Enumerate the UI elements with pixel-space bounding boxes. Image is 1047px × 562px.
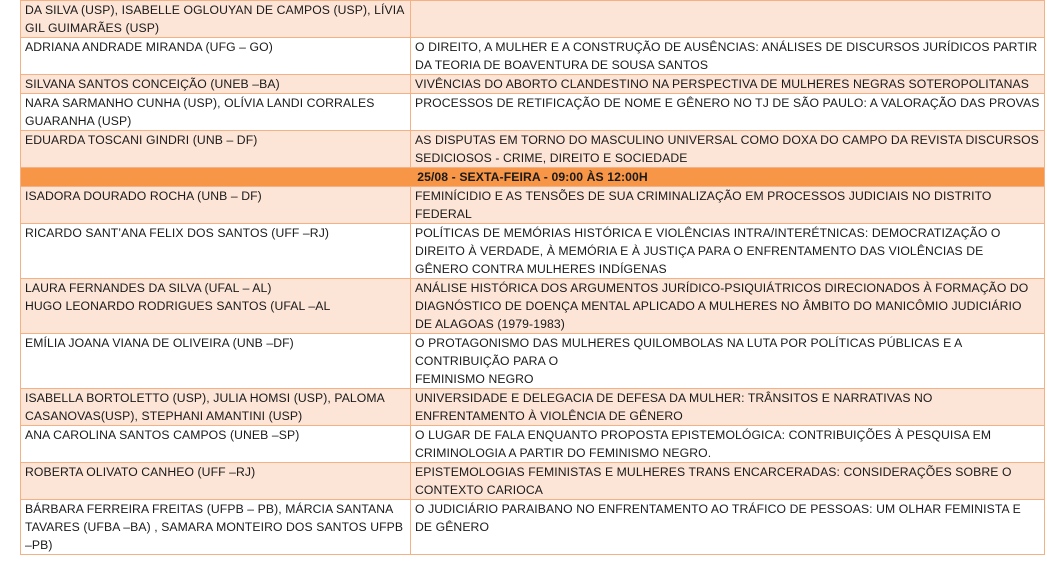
- table-row: [21, 500, 1045, 555]
- authors-cell: SILVANA SANTOS CONCEIÇÃO (UNEB –BA): [21, 75, 411, 94]
- authors-cell: ANA CAROLINA SANTOS CAMPOS (UNEB –SP): [21, 426, 411, 463]
- table-row: [21, 389, 1045, 426]
- authors-cell: EMÍLIA JOANA VIANA DE OLIVEIRA (UNB –DF): [21, 334, 411, 389]
- title-cell: VIVÊNCIAS DO ABORTO CLANDESTINO NA PERSPECTIVA DE MULHERES NEGRAS SOTEROPOLITANAS: [411, 75, 1045, 94]
- title-cell: PROCESSOS DE RETIFICAÇÃO DE NOME E GÊNERO NO TJ DE SÃO PAULO: A VALORAÇÃO DAS PROVAS: [411, 94, 1045, 131]
- title-cell: O JUDICIÁRIO PARAIBANO NO ENFRENTAMENTO AO TRÁFICO DE PESSOAS: UM OLHAR FEMINISTA E DE GÊNERO: [411, 500, 1045, 555]
- table-row: [21, 1, 1045, 38]
- session-header: 25/08 - SEXTA-FEIRA - 09:00 ÀS 12:00H: [21, 168, 1045, 187]
- table-row: [21, 38, 1045, 75]
- title-cell: O LUGAR DE FALA ENQUANTO PROPOSTA EPISTEMOLÓGICA: CONTRIBUIÇÕES À PESQUISA EM CRIMINOLOGIA A PARTIR DO FEMINISMO NEGRO.: [411, 426, 1045, 463]
- session-header-row: [21, 168, 1045, 187]
- table-row: [21, 463, 1045, 500]
- table-row: [21, 75, 1045, 94]
- authors-cell: BÁRBARA FERREIRA FREITAS (UFPB – PB), MÁRCIA SANTANA TAVARES (UFBA –BA) , SAMARA MONTEIRO DOS SANTOS UFPB –PB): [21, 500, 411, 555]
- authors-cell: ADRIANA ANDRADE MIRANDA (UFG – GO): [21, 38, 411, 75]
- schedule-table: [20, 0, 1045, 555]
- title-cell: FEMINÍCIDIO E AS TENSÕES DE SUA CRIMINALIZAÇÃO EM PROCESSOS JUDICIAIS NO DISTRITO FEDERAL: [411, 187, 1045, 224]
- title-cell: O PROTAGONISMO DAS MULHERES QUILOMBOLAS NA LUTA POR POLÍTICAS PÚBLICAS E A CONTRIBUIÇÃO PARA O FEMINISMO NEGRO: [411, 334, 1045, 389]
- authors-cell: NARA SARMANHO CUNHA (USP), OLÍVIA LANDI CORRALES GUARANHA (USP): [21, 94, 411, 131]
- title-cell: O DIREITO, A MULHER E A CONSTRUÇÃO DE AUSÊNCIAS: ANÁLISES DE DISCURSOS JURÍDICOS PARTIR DA TEORIA DE BOAVENTURA DE SOUSA SANTOS: [411, 38, 1045, 75]
- table-row: [21, 334, 1045, 389]
- table-row: [21, 187, 1045, 224]
- title-cell: UNIVERSIDADE E DELEGACIA DE DEFESA DA MULHER: TRÂNSITOS E NARRATIVAS NO ENFRENTAMENTO À VIOLÊNCIA DE GÊNERO: [411, 389, 1045, 426]
- table-row: [21, 94, 1045, 131]
- authors-cell: DA SILVA (USP), ISABELLE OGLOUYAN DE CAMPOS (USP), LÍVIA GIL GUIMARÃES (USP): [21, 1, 411, 38]
- title-cell: EPISTEMOLOGIAS FEMINISTAS E MULHERES TRANS ENCARCERADAS: CONSIDERAÇÕES SOBRE O CONTEXTO CARIOCA: [411, 463, 1045, 500]
- authors-cell: ISADORA DOURADO ROCHA (UNB – DF): [21, 187, 411, 224]
- table-row: [21, 426, 1045, 463]
- authors-cell: RICARDO SANT’ANA FELIX DOS SANTOS (UFF –RJ): [21, 224, 411, 279]
- schedule-body: [21, 1, 1045, 555]
- table-row: [21, 279, 1045, 334]
- authors-cell: EDUARDA TOSCANI GINDRI (UNB – DF): [21, 131, 411, 168]
- title-cell: [411, 1, 1045, 38]
- table-row: [21, 224, 1045, 279]
- authors-cell: ROBERTA OLIVATO CANHEO (UFF –RJ): [21, 463, 411, 500]
- authors-cell: ISABELLA BORTOLETTO (USP), JULIA HOMSI (USP), PALOMA CASANOVAS(USP), STEPHANI AMANTINI (USP): [21, 389, 411, 426]
- title-cell: AS DISPUTAS EM TORNO DO MASCULINO UNIVERSAL COMO DOXA DO CAMPO DA REVISTA DISCURSOS SEDICIOSOS - CRIME, DIREITO E SOCIEDADE: [411, 131, 1045, 168]
- title-cell: ANÁLISE HISTÓRICA DOS ARGUMENTOS JURÍDICO-PSIQUIÁTRICOS DIRECIONADOS À FORMAÇÃO DO DIAGNÓSTICO DE DOENÇA MENTAL APLICADO A MULHERES NO ÂMBITO DO MANICÔMIO JUDICIÁRIO DE ALAGOAS (1979-1983): [411, 279, 1045, 334]
- authors-cell: LAURA FERNANDES DA SILVA (UFAL – AL) HUGO LEONARDO RODRIGUES SANTOS (UFAL –AL: [21, 279, 411, 334]
- table-row: [21, 131, 1045, 168]
- title-cell: POLÍTICAS DE MEMÓRIAS HISTÓRICA E VIOLÊNCIAS INTRA/INTERÉTNICAS: DEMOCRATIZAÇÃO O DIREITO À VERDADE, À MEMÓRIA E À JUSTIÇA PARA O ENFRENTAMENTO DAS VIOLÊNCIAS DE GÊNERO CONTRA MULHERES INDÍGENAS: [411, 224, 1045, 279]
